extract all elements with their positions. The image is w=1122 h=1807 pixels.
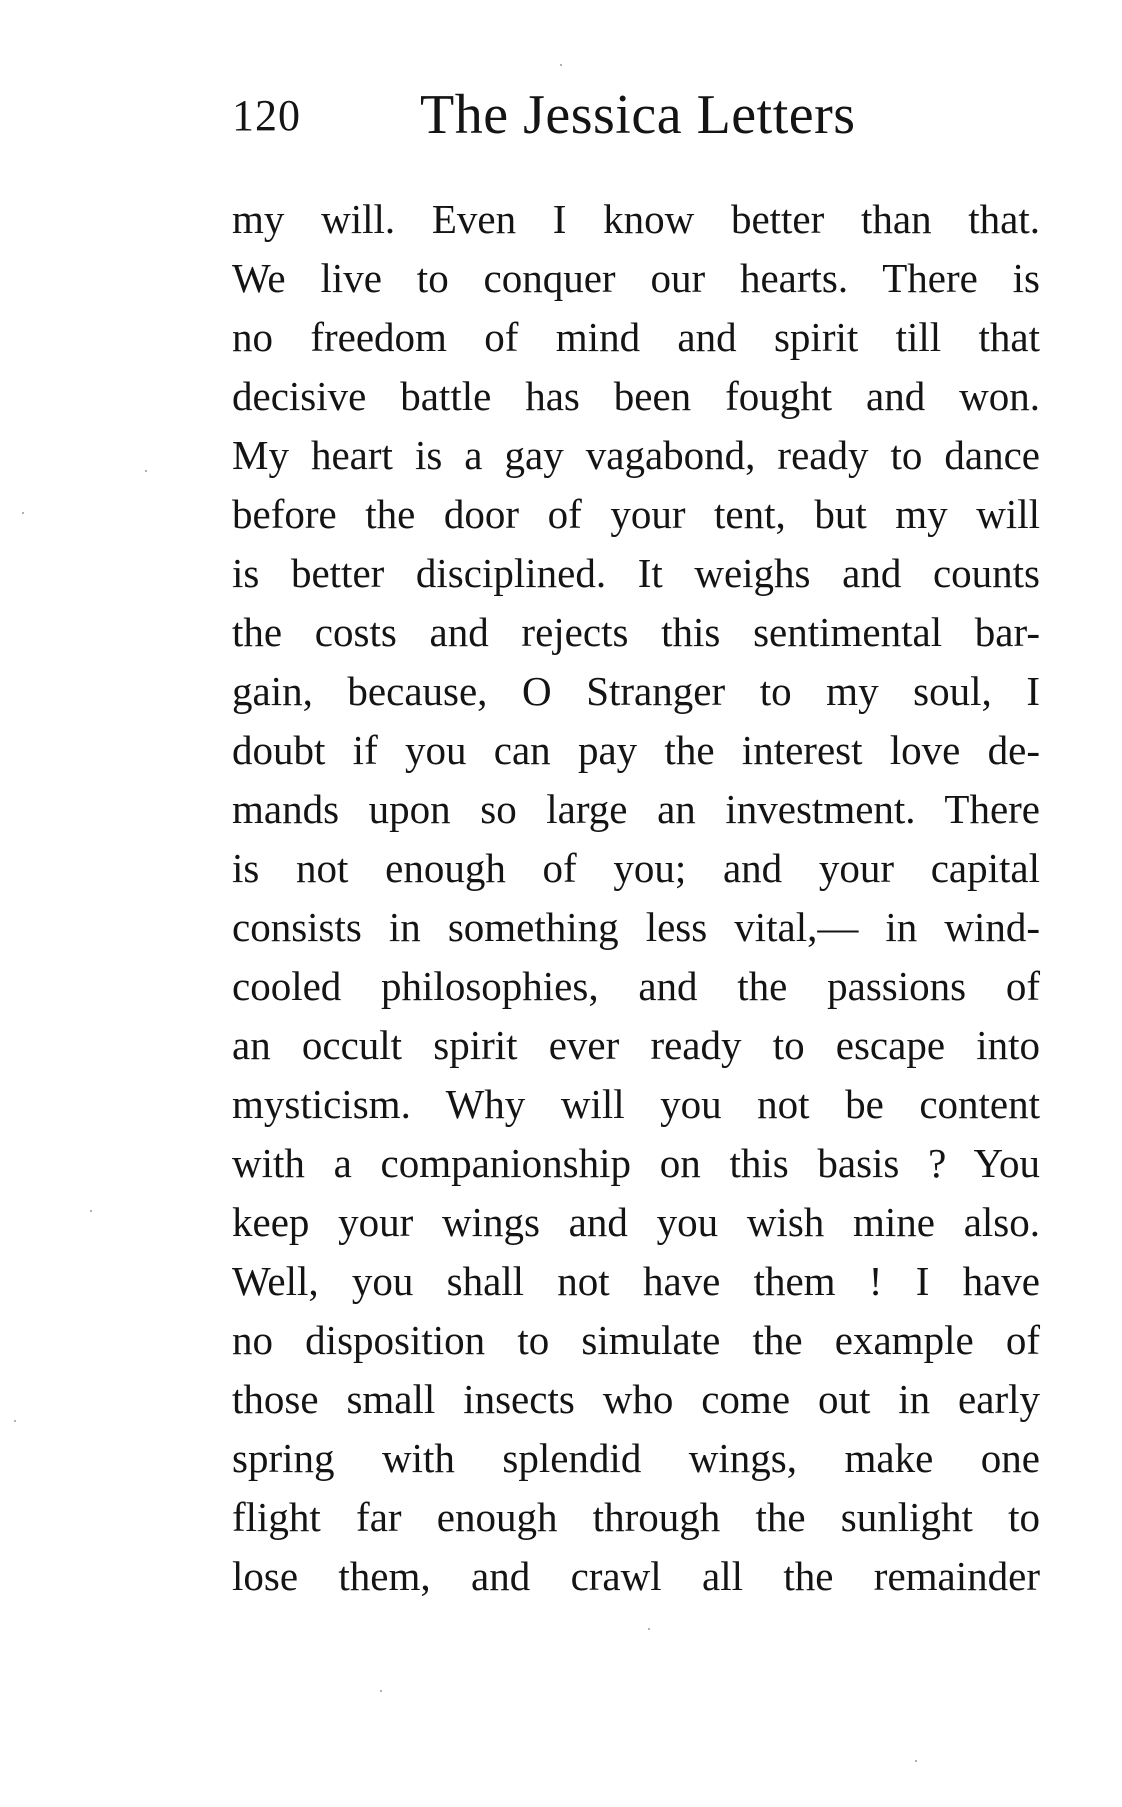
text-line: is not enough of you; and your capital bbox=[232, 845, 1040, 891]
text-line: consists in something less vital,— in wind- bbox=[232, 904, 1040, 950]
running-title: The Jessica Letters bbox=[420, 84, 856, 146]
text-line: no disposition to simulate the example of bbox=[232, 1317, 1040, 1363]
scan-speck bbox=[648, 1628, 650, 1630]
text-line: We live to conquer our hearts. There is bbox=[232, 255, 1040, 301]
text-line: the costs and rejects this sentimental bar- bbox=[232, 609, 1040, 655]
text-line: mysticism. Why will you not be content bbox=[232, 1081, 1040, 1127]
page-header bbox=[0, 0, 1122, 160]
scan-speck bbox=[915, 1760, 917, 1762]
text-line: Well, you shall not have them ! I have bbox=[232, 1258, 1040, 1304]
text-line: no freedom of mind and spirit till that bbox=[232, 314, 1040, 360]
text-line: decisive battle has been fought and won. bbox=[232, 373, 1040, 419]
text-line: My heart is a gay vagabond, ready to dance bbox=[232, 432, 1040, 478]
text-line: my will. Even I know better than that. bbox=[232, 196, 1040, 242]
text-line: an occult spirit ever ready to escape into bbox=[232, 1022, 1040, 1068]
scan-speck bbox=[14, 1420, 16, 1422]
text-line: with a companionship on this basis ? You bbox=[232, 1140, 1040, 1186]
text-line: gain, because, O Stranger to my soul, I bbox=[232, 668, 1040, 714]
text-line: before the door of your tent, but my will bbox=[232, 491, 1040, 537]
text-line: lose them, and crawl all the remainder bbox=[232, 1553, 1040, 1599]
text-line: doubt if you can pay the interest love de- bbox=[232, 727, 1040, 773]
text-line: is better disciplined. It weighs and counts bbox=[232, 550, 1040, 596]
text-line: mands upon so large an investment. There bbox=[232, 786, 1040, 832]
body-text bbox=[232, 190, 1040, 1606]
text-line: those small insects who come out in early bbox=[232, 1376, 1040, 1422]
scan-speck bbox=[560, 64, 562, 66]
text-line: keep your wings and you wish mine also. bbox=[232, 1199, 1040, 1245]
scan-speck bbox=[380, 1690, 382, 1692]
text-line: spring with splendid wings, make one bbox=[232, 1435, 1040, 1481]
page-number: 120 bbox=[232, 91, 301, 140]
scan-speck bbox=[145, 470, 147, 472]
text-line: flight far enough through the sunlight to bbox=[232, 1494, 1040, 1540]
scan-speck bbox=[22, 512, 24, 514]
text-line: cooled philosophies, and the passions of bbox=[232, 963, 1040, 1009]
scan-speck bbox=[90, 1210, 92, 1212]
